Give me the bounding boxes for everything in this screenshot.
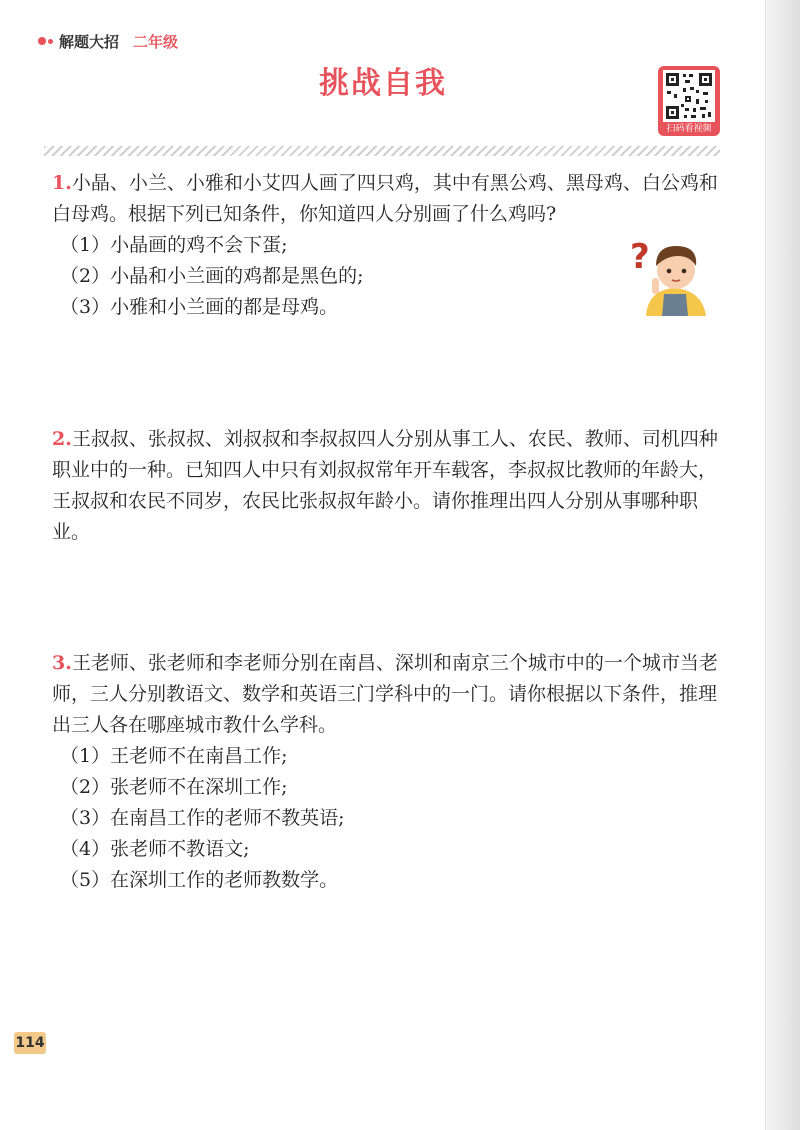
condition: （5）在深圳工作的老师教数学。 <box>60 869 339 891</box>
question-1 <box>52 168 722 323</box>
question-3 <box>52 648 722 896</box>
qr-code-icon <box>663 70 715 122</box>
condition: （1）小晶画的鸡不会下蛋; <box>60 234 288 256</box>
hatched-divider <box>44 146 720 156</box>
header-dots-icon <box>38 37 53 45</box>
condition: （3）小雅和小兰画的都是母鸡。 <box>60 296 339 318</box>
condition: （3）在南昌工作的老师不教英语; <box>60 807 345 829</box>
page-edge <box>765 0 800 1130</box>
condition: （2）小晶和小兰画的鸡都是黑色的; <box>60 265 364 287</box>
question-number: 2. <box>52 428 72 450</box>
question-number: 3. <box>52 652 72 674</box>
question-2 <box>52 424 722 548</box>
svg-text:?: ? <box>630 237 650 277</box>
qr-code[interactable] <box>658 66 720 136</box>
question-number: 1. <box>52 172 72 194</box>
question-text: 王叔叔、张叔叔、刘叔叔和李叔叔四人分别从事工人、农民、教师、司机四种职业中的一种。已知四人中只有刘叔叔常年开车载客，李叔叔比教师的年龄大，王叔叔和农民不同岁，农民比张叔叔年龄小。请你推理出四人分别从事哪种职业。 <box>52 428 718 543</box>
condition: （1）王老师不在南昌工作; <box>60 745 288 767</box>
running-header <box>38 30 178 52</box>
thinking-boy-icon <box>626 234 718 316</box>
book-title: 解题大招 <box>59 32 120 51</box>
page-title: 挑战自我 <box>319 66 447 101</box>
condition: （2）张老师不在深圳工作; <box>60 776 288 798</box>
question-text: 王老师、张老师和李老师分别在南昌、深圳和南京三个城市中的一个城市当老师，三人分别教语文、数学和英语三门学科中的一门。请你根据以下条件，推理出三人各在哪座城市教什么学科。 <box>52 652 718 736</box>
question-text: 小晶、小兰、小雅和小艾四人画了四只鸡，其中有黑公鸡、黑母鸡、白公鸡和白母鸡。根据下列已知条件，你知道四人分别画了什么鸡吗? <box>52 172 718 225</box>
page-number: 114 <box>14 1032 46 1054</box>
qr-label: 扫码看视频 <box>666 124 712 134</box>
condition: （4）张老师不教语文; <box>60 838 250 860</box>
grade-label: 二年级 <box>133 32 179 51</box>
